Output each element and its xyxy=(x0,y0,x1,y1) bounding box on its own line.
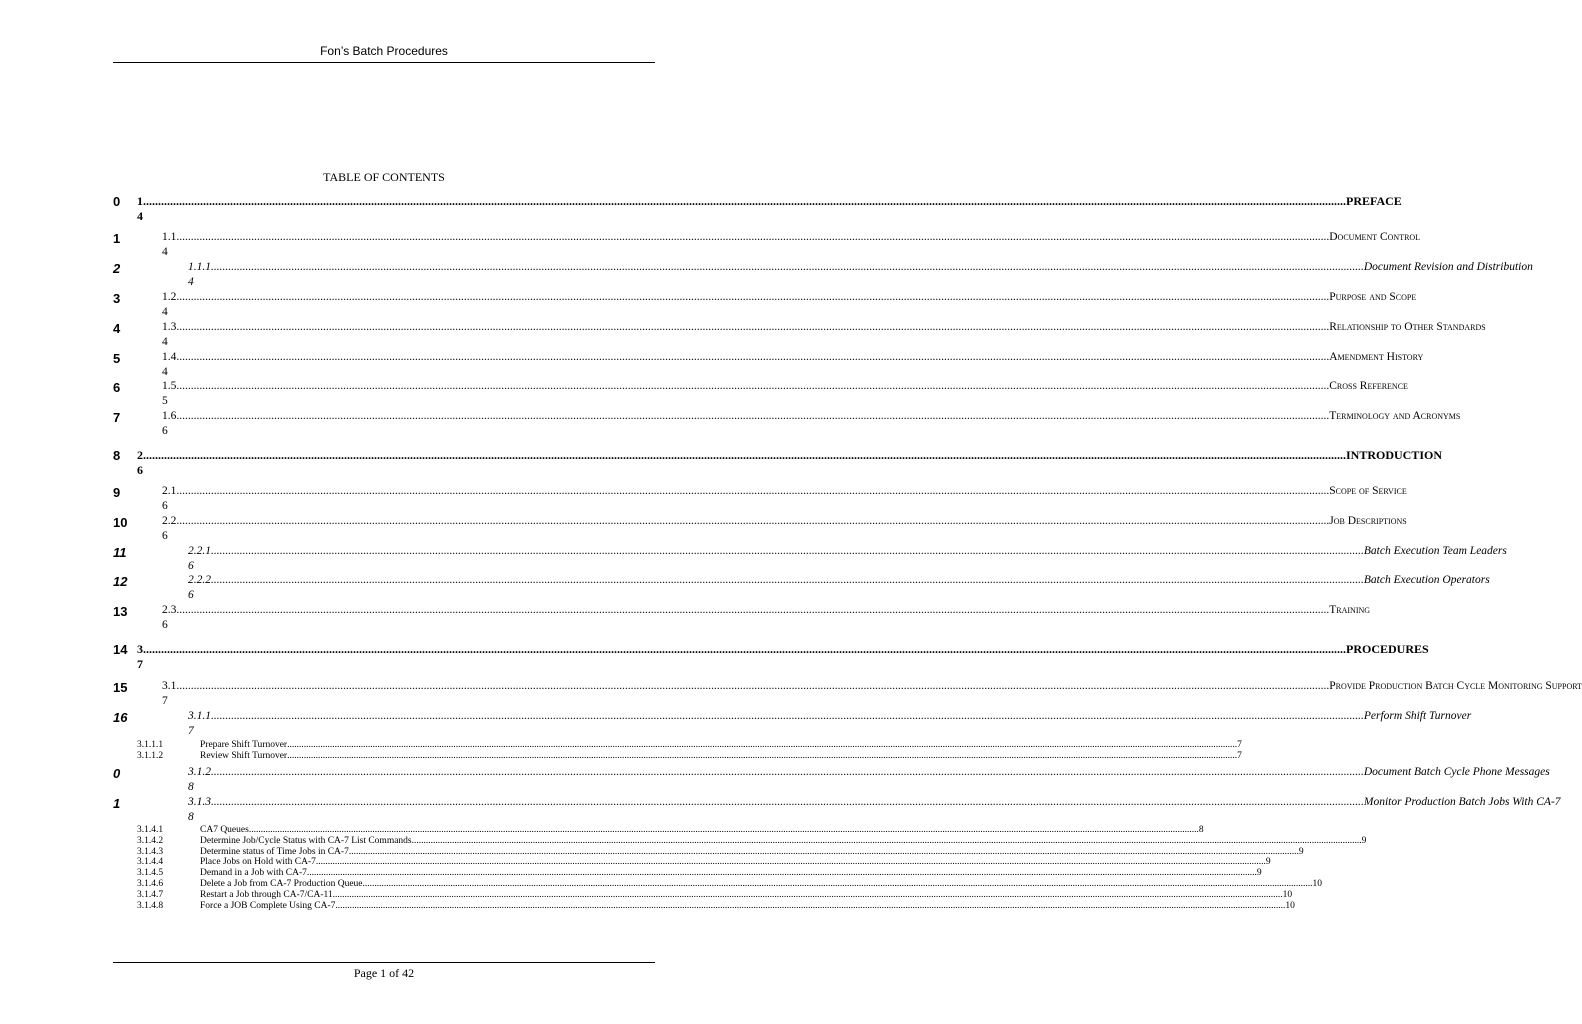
subentry-number: 3.1.4.6 xyxy=(137,879,164,889)
outline-number: 6 xyxy=(113,380,121,395)
outline-number: 0 xyxy=(113,194,121,209)
dot-leader: ................................................................................................................................................................................................................................................................................................................................................................................................................ xyxy=(179,380,1330,392)
toc-entry-label: 1.6. xyxy=(162,410,180,422)
toc-entry-title: Perform Shift Turnover xyxy=(1363,710,1472,722)
toc-entry-page: 6 xyxy=(162,530,168,542)
outline-number: 13 xyxy=(113,604,128,619)
toc-entry-title: PREFACE xyxy=(1346,194,1402,208)
outline-number: 10 xyxy=(113,515,128,530)
dot-leader: ................................................................................................................................................................................................................................................................................................................................................................................................................ xyxy=(179,410,1330,422)
toc-entry-page: 8 xyxy=(188,811,194,823)
toc-subentry[interactable] xyxy=(137,857,1271,868)
subentry-number: 3.1.4.2 xyxy=(137,835,164,846)
dot-leader: ................................................................................................................................................................................................................................................................................................................................................................................................................ xyxy=(179,321,1330,333)
dot-leader: ................................................................................................................................................................................................................................................................................................................................................................................................................ xyxy=(146,642,1346,656)
outline-number: 15 xyxy=(113,680,128,695)
toc-entry-label: 2. xyxy=(137,448,146,462)
subentry-page: 9 xyxy=(1256,868,1262,879)
toc-entry[interactable] xyxy=(113,231,1421,263)
toc-entry-label: 1.4. xyxy=(162,351,180,363)
toc-entry-title: Training xyxy=(1329,604,1371,616)
page-header: Fon’s Batch Procedures xyxy=(320,44,448,58)
subentry-page: 8 xyxy=(1198,825,1204,835)
subentry-number: 3.1.4.5 xyxy=(137,868,164,879)
dot-leader: ................................................................................................................................................................................................................................................................................................................................................................................................................ xyxy=(306,868,1257,879)
toc-entry-page: 5 xyxy=(162,395,168,407)
subentry-number: 3.1.4.4 xyxy=(137,857,164,868)
subentry-title: Restart a Job through CA-7/CA-11 xyxy=(200,889,333,900)
subentry-page: 9 xyxy=(1298,846,1304,857)
dot-leader: ................................................................................................................................................................................................................................................................................................................................................................................................................ xyxy=(213,796,1364,808)
dot-leader: ................................................................................................................................................................................................................................................................................................................................................................................................................ xyxy=(362,879,1313,889)
subentry-title: CA7 Queues xyxy=(200,825,249,835)
toc-entry-title: Relationship to Other Standards xyxy=(1329,321,1486,333)
toc-entry-label: 1. xyxy=(137,194,146,208)
toc-entry-title: Terminology and Acronyms xyxy=(1329,410,1461,422)
dot-leader: ................................................................................................................................................................................................................................................................................................................................................................................................................ xyxy=(411,835,1362,846)
outline-number: 14 xyxy=(113,642,128,657)
toc-entry-label: 2.1. xyxy=(162,485,180,497)
toc-entry-page: 6 xyxy=(162,425,168,437)
subentry-page: 9 xyxy=(1361,835,1367,846)
outline-number: 4 xyxy=(113,321,121,336)
subentry-page: 10 xyxy=(1312,879,1323,889)
outline-number: 16 xyxy=(113,710,128,725)
dot-leader: ................................................................................................................................................................................................................................................................................................................................................................................................................ xyxy=(179,515,1330,527)
page-footer: Page 1 of 42 xyxy=(353,966,415,980)
dot-leader: ................................................................................................................................................................................................................................................................................................................................................................................................................ xyxy=(146,448,1346,462)
outline-number: 1 xyxy=(113,796,121,811)
dot-leader: ................................................................................................................................................................................................................................................................................................................................................................................................................ xyxy=(348,846,1299,857)
toc-entry-page: 6 xyxy=(188,560,194,572)
subentry-title: Delete a Job from CA-7 Production Queue xyxy=(200,879,363,889)
outline-number: 7 xyxy=(113,410,121,425)
toc-entry-title: Monitor Production Batch Jobs With CA-7 xyxy=(1363,796,1561,808)
toc-subentry[interactable] xyxy=(137,750,1242,762)
toc-entry-label: 3.1.3. xyxy=(188,796,214,808)
toc-entry[interactable] xyxy=(113,515,1407,547)
toc-entry-page: 4 xyxy=(188,276,194,288)
toc-entry[interactable] xyxy=(113,351,1424,383)
toc-entry-title: Amendment History xyxy=(1329,351,1424,363)
toc-entry-label: 1.1. xyxy=(162,231,180,243)
toc-entry-title: Batch Execution Operators xyxy=(1363,574,1490,586)
outline-number: 11 xyxy=(113,545,127,560)
outline-number: 12 xyxy=(113,574,128,589)
toc-entry-label: 3.1.1. xyxy=(188,710,214,722)
toc-entry-label: 2.3. xyxy=(162,604,180,616)
toc-entry[interactable] xyxy=(113,448,1443,480)
outline-number: 8 xyxy=(113,448,121,463)
toc-entry[interactable] xyxy=(113,261,1533,293)
subentry-number: 3.1.4.3 xyxy=(137,846,164,857)
toc-entry-label: 1.5. xyxy=(162,380,180,392)
toc-entry[interactable] xyxy=(113,796,1561,828)
toc-entry[interactable] xyxy=(113,710,1472,742)
dot-leader: ................................................................................................................................................................................................................................................................................................................................................................................................................ xyxy=(213,545,1364,557)
toc-entry[interactable] xyxy=(113,291,1417,323)
subentry-title: Determine status of Time Jobs in CA-7 xyxy=(200,846,349,857)
toc-entry-title: Cross Reference xyxy=(1329,380,1408,392)
outline-number: 3 xyxy=(113,291,121,306)
subentry-title: Demand in a Job with CA-7 xyxy=(200,868,307,879)
toc-entry[interactable] xyxy=(113,410,1461,442)
subentry-title: Force a JOB Complete Using CA-7 xyxy=(200,900,336,911)
dot-leader: ................................................................................................................................................................................................................................................................................................................................................................................................................ xyxy=(179,680,1330,692)
toc-entry-label: 3. xyxy=(137,642,146,656)
footer-rule xyxy=(113,962,655,963)
toc-subentry[interactable] xyxy=(137,835,1367,847)
toc-entry[interactable] xyxy=(113,545,1507,577)
subentry-number: 3.1.4.1 xyxy=(137,825,164,835)
toc-entry[interactable] xyxy=(113,574,1490,606)
toc-entry-page: 6 xyxy=(162,500,168,512)
dot-leader: ................................................................................................................................................................................................................................................................................................................................................................................................................ xyxy=(335,900,1286,911)
outline-number: 5 xyxy=(113,351,121,366)
subentry-page: 7 xyxy=(1237,750,1242,761)
toc-entry[interactable] xyxy=(113,194,1402,226)
dot-leader: ................................................................................................................................................................................................................................................................................................................................................................................................................ xyxy=(287,750,1238,761)
toc-entry[interactable] xyxy=(113,766,1550,798)
toc-subentry[interactable] xyxy=(137,846,1304,858)
toc-entry-page: 6 xyxy=(137,463,143,477)
toc-entry-page: 7 xyxy=(188,725,194,737)
toc-entry-label: 3.1. xyxy=(162,680,180,692)
dot-leader: ................................................................................................................................................................................................................................................................................................................................................................................................................ xyxy=(213,261,1364,273)
toc-entry-label: 2.2.2. xyxy=(188,574,214,586)
toc-entry-label: 1.3. xyxy=(162,321,180,333)
toc-entry-label: 2.2. xyxy=(162,515,180,527)
toc-entry-page: 4 xyxy=(162,366,168,378)
dot-leader: ................................................................................................................................................................................................................................................................................................................................................................................................................ xyxy=(287,740,1238,750)
outline-number: 9 xyxy=(113,485,121,500)
subentry-number: 3.1.4.7 xyxy=(137,889,164,900)
toc-entry-page: 7 xyxy=(137,657,143,671)
subentry-title: Review Shift Turnover xyxy=(200,750,288,761)
dot-leader: ................................................................................................................................................................................................................................................................................................................................................................................................................ xyxy=(332,889,1283,900)
subentry-number: 3.1.4.8 xyxy=(137,900,164,911)
toc-entry[interactable] xyxy=(113,485,1407,517)
dot-leader: ................................................................................................................................................................................................................................................................................................................................................................................................................ xyxy=(315,857,1266,868)
toc-subentry[interactable] xyxy=(137,825,1204,836)
toc-entry-title: Batch Execution Team Leaders xyxy=(1363,545,1507,557)
dot-leader: ................................................................................................................................................................................................................................................................................................................................................................................................................ xyxy=(146,194,1346,208)
toc-entry[interactable] xyxy=(113,642,1429,674)
subentry-page: 10 xyxy=(1282,889,1293,900)
dot-leader: ................................................................................................................................................................................................................................................................................................................................................................................................................ xyxy=(179,291,1330,303)
dot-leader: ................................................................................................................................................................................................................................................................................................................................................................................................................ xyxy=(248,825,1199,835)
toc-entry-title: PROCEDURES xyxy=(1346,642,1429,656)
toc-entry-label: 1.1.1. xyxy=(188,261,214,273)
toc-entry[interactable] xyxy=(113,680,1582,712)
toc-entry-label: 3.1.2. xyxy=(188,766,214,778)
toc-entry-page: 4 xyxy=(162,306,168,318)
toc-entry-page: 4 xyxy=(137,209,143,223)
toc-entry-title: Job Descriptions xyxy=(1329,515,1407,527)
toc-entry[interactable] xyxy=(113,604,1371,636)
toc-entry-label: 2.2.1. xyxy=(188,545,214,557)
toc-entry-page: 8 xyxy=(188,781,194,793)
dot-leader: ................................................................................................................................................................................................................................................................................................................................................................................................................ xyxy=(213,710,1364,722)
toc-entry-page: 6 xyxy=(162,619,168,631)
outline-number: 1 xyxy=(113,231,121,246)
toc-title: TABLE OF CONTENTS xyxy=(323,170,445,184)
toc-entry-page: 6 xyxy=(188,589,194,601)
toc-entry-title: Document Revision and Distribution xyxy=(1363,261,1533,273)
toc-subentry[interactable] xyxy=(137,879,1323,890)
subentry-page: 10 xyxy=(1285,900,1295,911)
toc-entry-page: 7 xyxy=(162,695,168,707)
toc-entry-title: Provide Production Batch Cycle Monitoring Support xyxy=(1329,680,1582,692)
dot-leader: ................................................................................................................................................................................................................................................................................................................................................................................................................ xyxy=(213,766,1364,778)
toc-entry-title: Purpose and Scope xyxy=(1329,291,1417,303)
toc-entry-title: INTRODUCTION xyxy=(1346,448,1443,462)
dot-leader: ................................................................................................................................................................................................................................................................................................................................................................................................................ xyxy=(179,231,1330,243)
toc-entry-page: 4 xyxy=(162,246,168,258)
subentry-number: 3.1.1.1 xyxy=(137,740,164,750)
dot-leader: ................................................................................................................................................................................................................................................................................................................................................................................................................ xyxy=(179,485,1330,497)
subentry-title: Prepare Shift Turnover xyxy=(200,740,288,750)
toc-subentry[interactable] xyxy=(137,900,1295,912)
outline-number: 0 xyxy=(113,766,121,781)
subentry-page: 9 xyxy=(1265,857,1271,868)
toc-entry[interactable] xyxy=(113,380,1408,412)
toc-entry-title: Scope of Service xyxy=(1329,485,1407,497)
dot-leader: ................................................................................................................................................................................................................................................................................................................................................................................................................ xyxy=(213,574,1364,586)
outline-number: 2 xyxy=(113,261,121,276)
toc-entry-page: 4 xyxy=(162,336,168,348)
subentry-title: Place Jobs on Hold with CA-7 xyxy=(200,857,316,868)
dot-leader: ................................................................................................................................................................................................................................................................................................................................................................................................................ xyxy=(179,604,1330,616)
toc-subentry[interactable] xyxy=(137,740,1242,751)
header-rule xyxy=(113,62,655,63)
subentry-page: 7 xyxy=(1237,740,1242,750)
toc-entry[interactable] xyxy=(113,321,1486,353)
toc-subentry[interactable] xyxy=(137,889,1293,901)
dot-leader: ................................................................................................................................................................................................................................................................................................................................................................................................................ xyxy=(179,351,1330,363)
toc-subentry[interactable] xyxy=(137,868,1262,879)
toc-entry-title: Document Control xyxy=(1329,231,1421,243)
subentry-title: Determine Job/Cycle Status with CA-7 List Commands xyxy=(200,835,412,846)
toc-entry-label: 1.2. xyxy=(162,291,180,303)
subentry-number: 3.1.1.2 xyxy=(137,750,164,761)
toc-entry-title: Document Batch Cycle Phone Messages xyxy=(1363,766,1550,778)
